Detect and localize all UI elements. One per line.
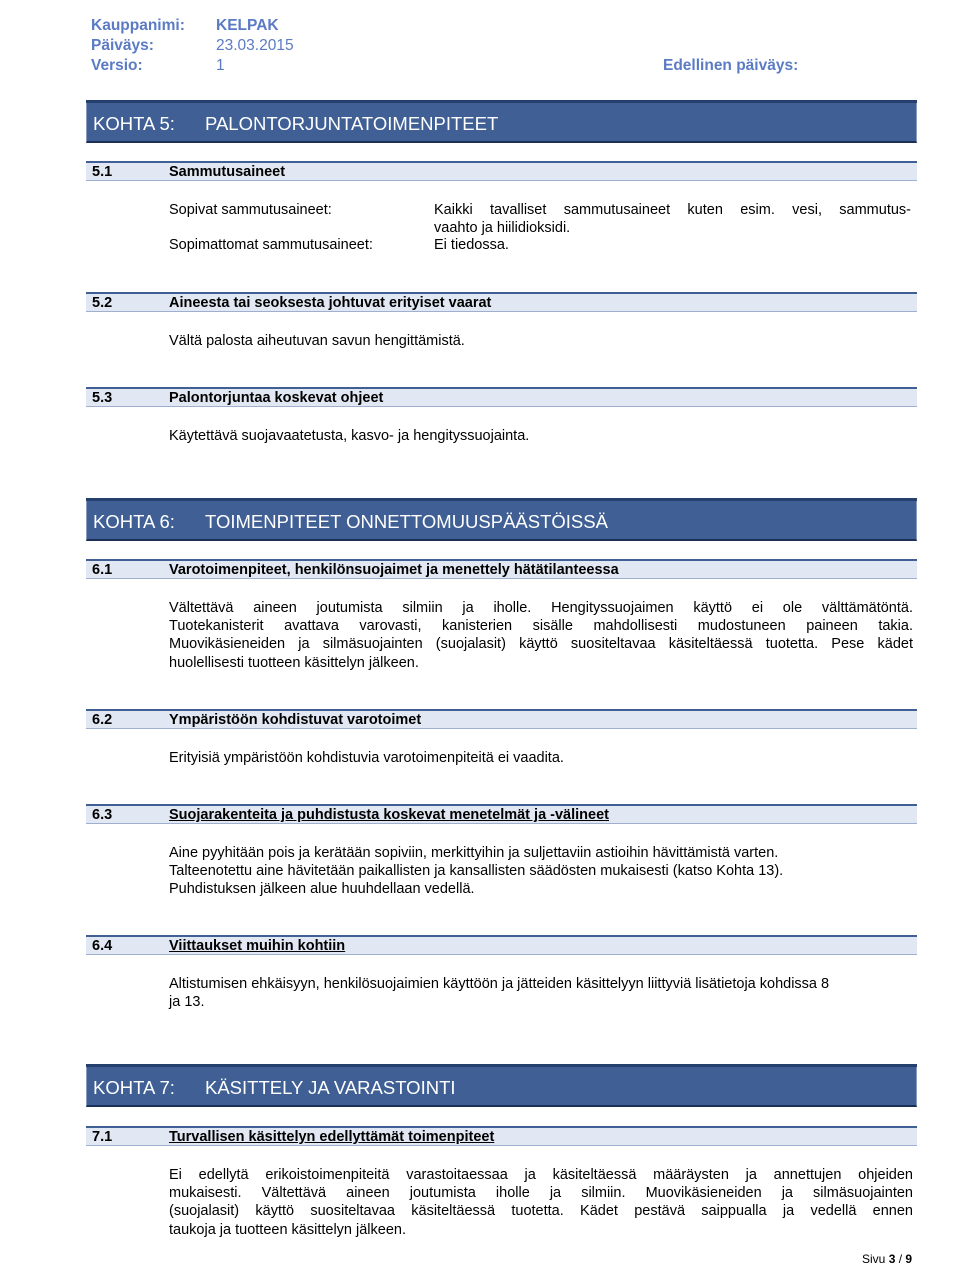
subsection-number: 6.3 bbox=[92, 807, 113, 823]
version-value: 1 bbox=[216, 57, 225, 74]
section-7-number: KOHTA 7: bbox=[93, 1077, 175, 1098]
subsection-6-2-text: Erityisiä ympäristöön kohdistuvia varotoimenpiteitä ei vaadita. bbox=[169, 750, 564, 766]
date-label: Päiväys: bbox=[91, 37, 154, 54]
subsection-title: Viittaukset muihin kohtiin bbox=[169, 938, 346, 954]
text-line: Ei edellytä erikoistoimenpiteitä varastoitaessaa ja käsiteltäessä määräysten ja annettujen ohjeiden bbox=[169, 1167, 913, 1183]
subsection-number: 5.2 bbox=[92, 295, 113, 311]
text-line: (suojalasit) käyttö suositeltavaa käsiteltäessä tuotetta. Kädet pestävä saippualla ja vedellä ennen bbox=[169, 1203, 913, 1220]
text-line: huolellisesti tuotteen käsittelyn jälkeen. bbox=[169, 654, 419, 671]
subsection-6-1-text bbox=[169, 599, 913, 672]
text-line: Tuotekanisterit avattava varovasti, kanisterien sisälle mahdollisesti mudostuneen paineen takia. bbox=[169, 618, 913, 635]
date-value: 23.03.2015 bbox=[216, 37, 294, 54]
page-number bbox=[862, 1252, 912, 1266]
header-row-company bbox=[91, 17, 891, 37]
unsuitable-extinguishers-value: Ei tiedossa. bbox=[434, 237, 509, 253]
subsection-title: Turvallisen käsittelyn edellyttämät toimenpiteet bbox=[169, 1129, 495, 1145]
subsection-6-1-header bbox=[86, 559, 917, 579]
section-6-title: TOIMENPITEET ONNETTOMUUSPÄÄSTÖISSÄ bbox=[205, 511, 608, 532]
text-line: Altistumisen ehkäisyyn, henkilösuojaimien käyttöön ja jätteiden käsittelyyn liittyviä lisätietoja kohdissa 8 bbox=[169, 976, 830, 992]
subsection-number: 6.4 bbox=[92, 938, 113, 954]
subsection-6-2-header bbox=[86, 709, 917, 729]
subsection-6-4-text bbox=[169, 975, 913, 1011]
page-current: 3 bbox=[888, 1252, 896, 1266]
text-line: Aine pyyhitään pois ja kerätään sopiviin, merkittyihin ja suljettaviin astioihin hävittämistä varten. bbox=[169, 845, 779, 861]
section-7-header bbox=[86, 1067, 917, 1107]
section-6-header bbox=[86, 501, 917, 541]
section-5-header bbox=[86, 103, 917, 143]
company-value: KELPAK bbox=[216, 17, 279, 34]
subsection-title: Palontorjuntaa koskevat ohjeet bbox=[169, 390, 384, 406]
header-row-date bbox=[91, 37, 891, 57]
subsection-title: Sammutusaineet bbox=[169, 164, 286, 180]
suitable-extinguishers-label: Sopivat sammutusaineet: bbox=[169, 202, 332, 218]
text-line: mukaisesti. Vältettävä aineen joutumista iholle ja silmiin. Muovikäsieneiden ja silmäsuojainten bbox=[169, 1185, 913, 1202]
section-5-title: PALONTORJUNTATOIMENPITEET bbox=[205, 113, 499, 134]
previous-date-label: Edellinen päiväys: bbox=[663, 57, 799, 74]
subsection-title: Suojarakenteita ja puhdistusta koskevat menetelmät ja -välineet bbox=[169, 807, 609, 823]
subsection-title: Ympäristöön kohdistuvat varotoimet bbox=[169, 712, 422, 728]
subsection-number: 5.1 bbox=[92, 164, 113, 180]
text-line: Vältettävä aineen joutumista silmiin ja iholle. Hengityssuojaimen käyttö ei ole välttämätöntä. bbox=[169, 600, 913, 616]
subsection-5-2-text: Vältä palosta aiheutuvan savun hengittämistä. bbox=[169, 333, 465, 349]
section-7-title: KÄSITTELY JA VARASTOINTI bbox=[205, 1077, 456, 1098]
subsection-7-1-header bbox=[86, 1126, 917, 1146]
subsection-6-4-header bbox=[86, 935, 917, 955]
subsection-number: 5.3 bbox=[92, 390, 113, 406]
subsection-6-3-header bbox=[86, 804, 917, 824]
subsection-5-3-text: Käytettävä suojavaatetusta, kasvo- ja hengityssuojainta. bbox=[169, 428, 530, 444]
subsection-7-1-text bbox=[169, 1166, 913, 1239]
subsection-5-2-header bbox=[86, 292, 917, 312]
page-total: 9 bbox=[905, 1252, 913, 1266]
subsection-5-1-header bbox=[86, 161, 917, 181]
text-line: taukoja ja tuotteen käsittelyn jälkeen. bbox=[169, 1221, 406, 1238]
company-label: Kauppanimi: bbox=[91, 17, 185, 34]
header-row-version bbox=[91, 57, 891, 77]
text-line: Muovikäsieneiden ja silmäsuojainten (suojalasit) käyttö suositeltavaa käsiteltäessä tuotetta. Pese kädet bbox=[169, 636, 913, 653]
suitable-extinguishers-value bbox=[434, 201, 911, 237]
version-label: Versio: bbox=[91, 57, 143, 74]
subsection-6-3-text bbox=[169, 844, 913, 899]
subsection-title: Varotoimenpiteet, henkilönsuojaimet ja menettely hätätilanteessa bbox=[169, 562, 619, 578]
subsection-title: Aineesta tai seoksesta johtuvat erityiset vaarat bbox=[169, 295, 492, 311]
subsection-number: 7.1 bbox=[92, 1129, 113, 1145]
text-line: ja 13. bbox=[169, 994, 205, 1011]
page-separator: / bbox=[898, 1252, 903, 1266]
text-line: Talteenotettu aine hävitetään paikallisten ja kansallisten säädösten mukaisesti (katso Kohta 13). bbox=[169, 863, 784, 880]
section-6-number: KOHTA 6: bbox=[93, 511, 175, 532]
text-line: Kaikki tavalliset sammutusaineet kuten esim. vesi, sammutus- bbox=[434, 202, 911, 218]
text-line: Puhdistuksen jälkeen alue huuhdellaan vedellä. bbox=[169, 881, 475, 898]
section-5-number: KOHTA 5: bbox=[93, 113, 175, 134]
page-label: Sivu bbox=[862, 1252, 886, 1266]
unsuitable-extinguishers-label: Sopimattomat sammutusaineet: bbox=[169, 237, 373, 253]
document-header bbox=[91, 17, 891, 77]
text-line: vaahto ja hiilidioksidi. bbox=[434, 220, 571, 237]
subsection-number: 6.1 bbox=[92, 562, 113, 578]
subsection-5-3-header bbox=[86, 387, 917, 407]
subsection-number: 6.2 bbox=[92, 712, 113, 728]
